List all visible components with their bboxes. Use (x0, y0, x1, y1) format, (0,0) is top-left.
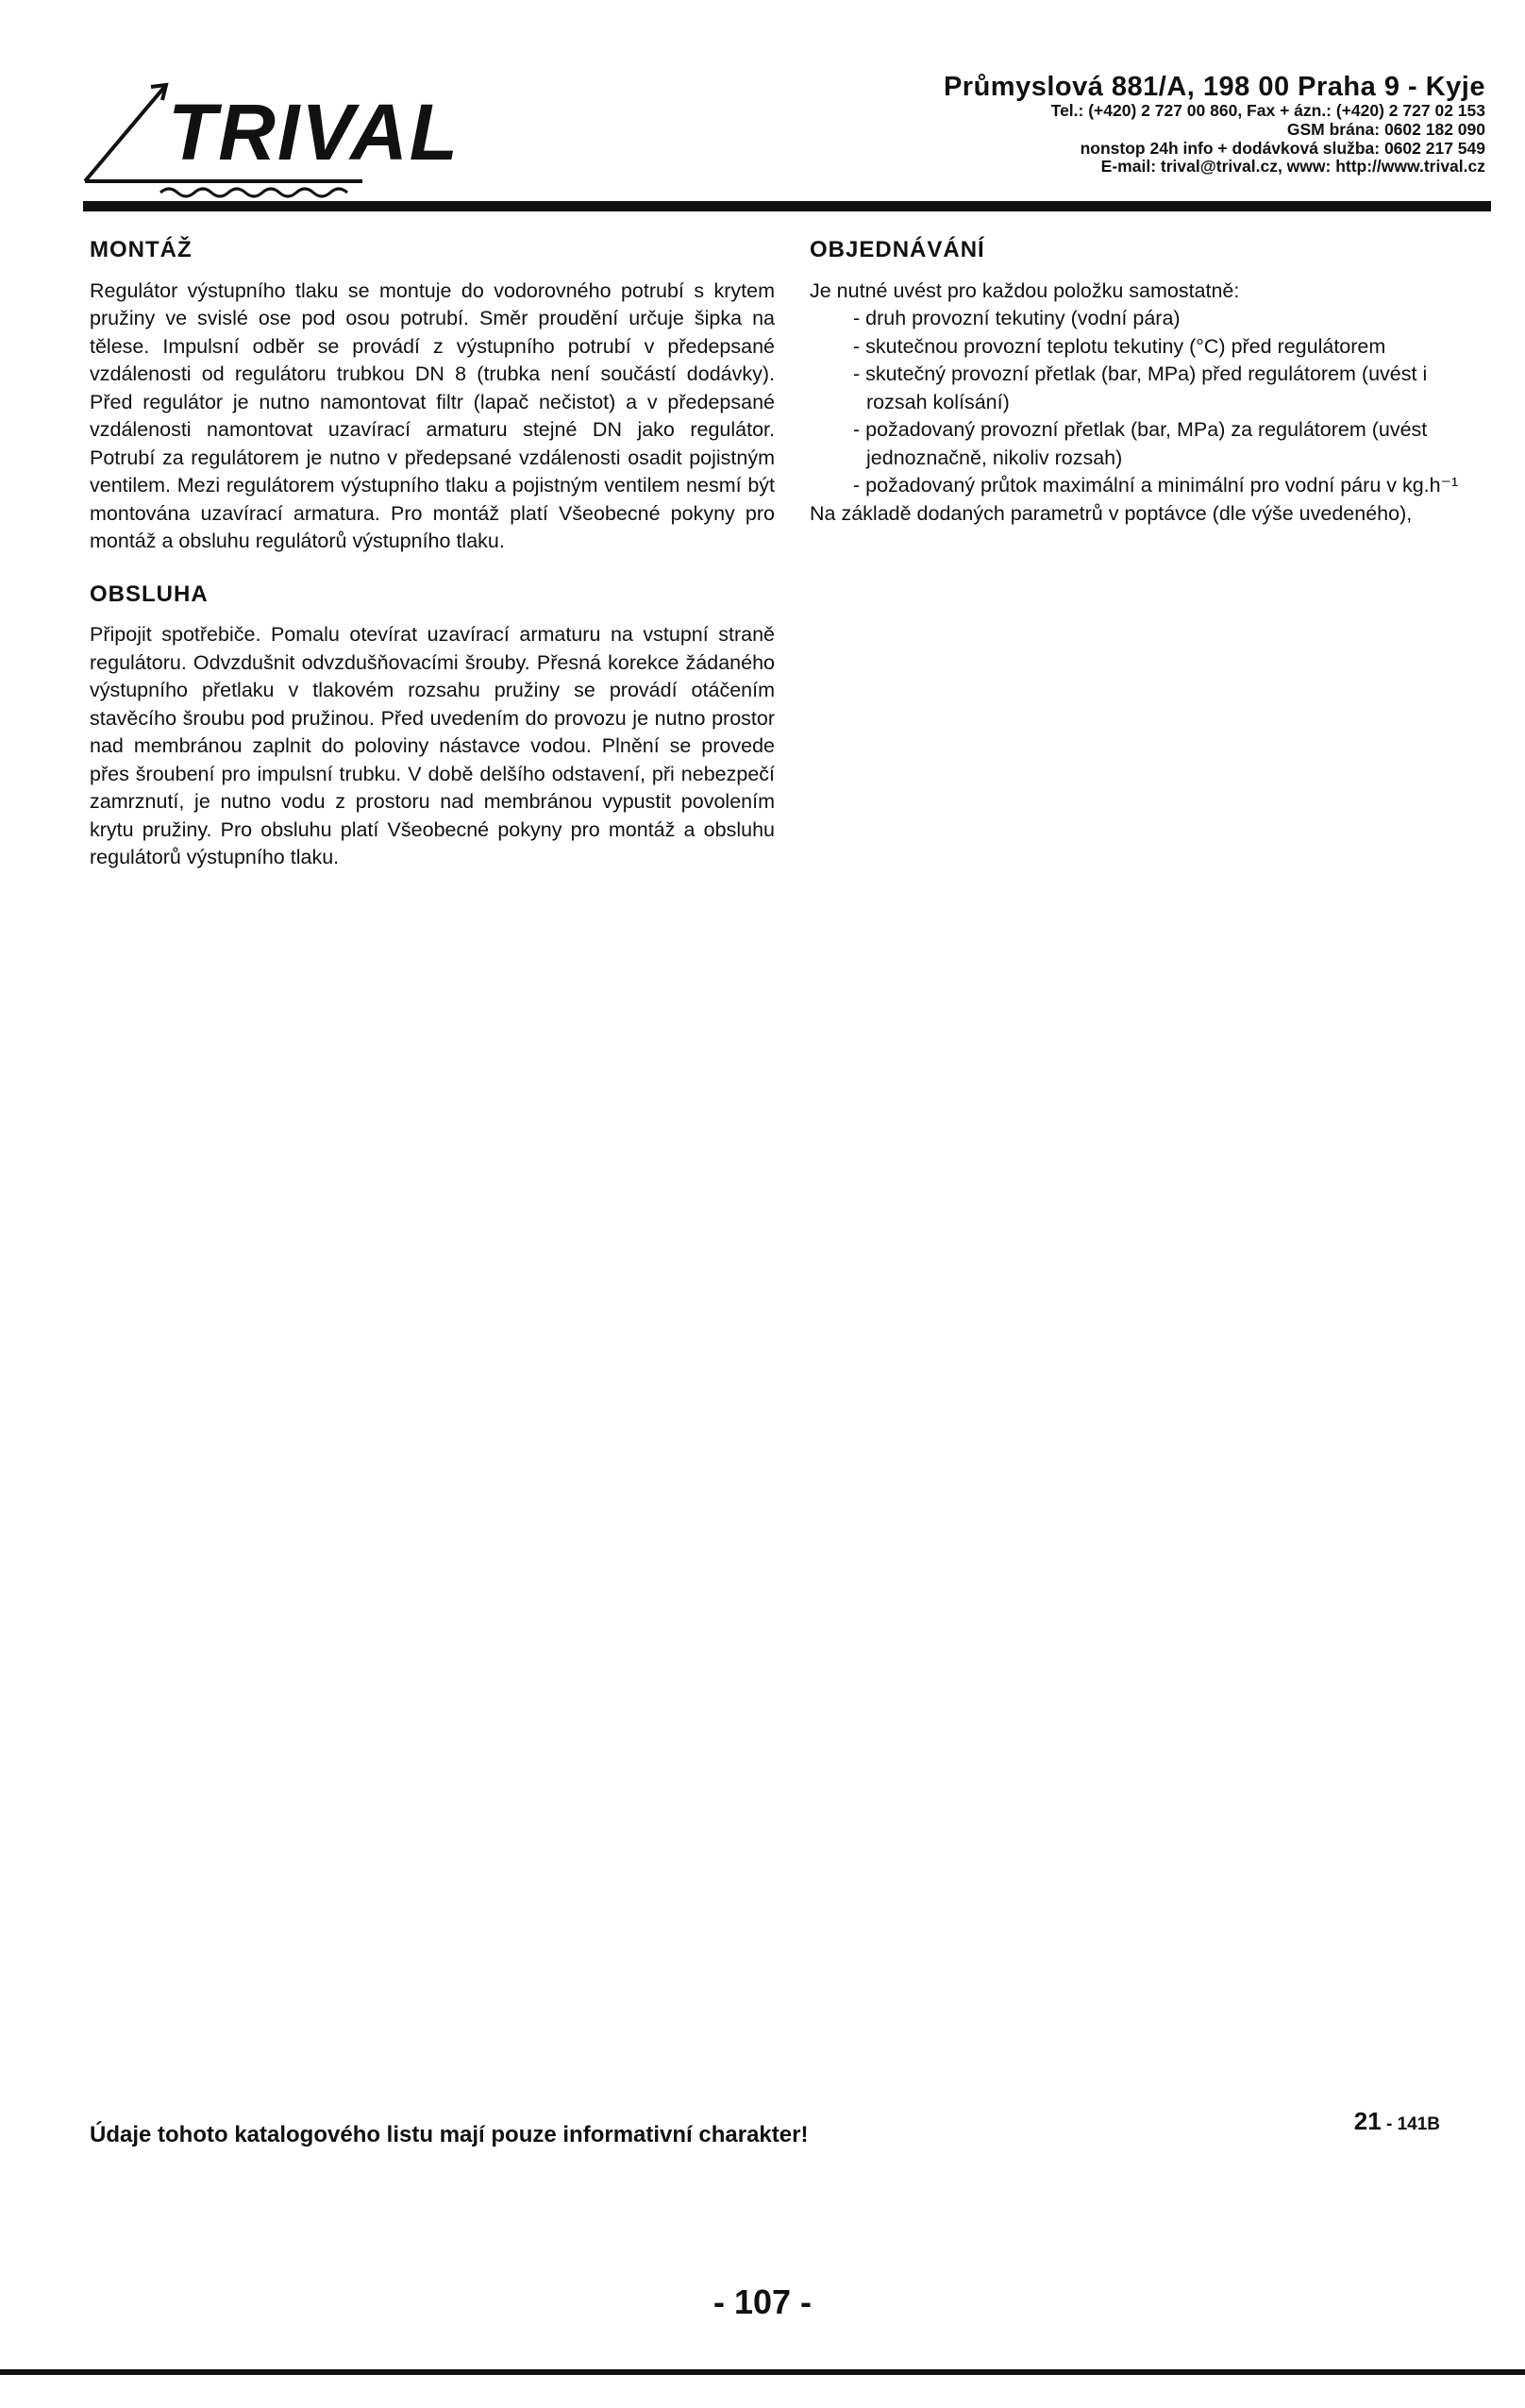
footer-divider (0, 2369, 1525, 2375)
trival-logo (83, 68, 461, 210)
obsluha-text: Připojit spotřebiče. Pomalu otevírat uzavírací armaturu na vstupní straně regulátoru. Odvzdušnit odvzdušňovacími šrouby. Přesná korekce žádaného výstupního přetlaku v tlakovém rozsahu pružiny se provádí otáčením stavěcího šroubu pod pružinou. Před uvedením do provozu je nutno prostor nad membránou zaplnit do poloviny nástavce vodou. Plnění se provede přes šroubení pro impulsní trubku. V době delšího odstavení, při nebezpečí zamrznutí, je nutno vodu z prostoru nad membránou vypustit povolením krytu pružiny. Pro obsluhu platí Všeobecné pokyny pro montáž a obsluhu regulátorů výstupního tlaku. (90, 623, 775, 868)
catalog-number-suffix: - 141B (1381, 2114, 1440, 2134)
nonstop-service: nonstop 24h info + dodávková služba: 0602 217 549 (1080, 138, 1485, 158)
email-web: E-mail: trival@trival.cz, www: http://www.trival.cz (1100, 157, 1485, 177)
order-requirements-list (810, 305, 1489, 500)
logo-text: TRIVAL (168, 88, 461, 177)
objednavani-intro: Je nutné uvést pro každou položku samostatně: (810, 278, 1240, 302)
montaz-text: Regulátor výstupního tlaku se montuje do vodorovného potrubí s krytem pružiny ve svislé ose pod osou potrubí. Směr proudění určuje šipka na tělese. Impulsní odběr se provádí z výstupního potrubí v předepsané vzdálenosti od regulátoru trubkou DN 8 (trubka není součástí dodávky). Před regulátor je nutno namontovat filtr (lapač nečistot) a v předepsané vzdálenosti namontovat uzavírací armaturu stejné DN jako regulátor. Potrubí za regulátorem je nutno v předepsané vzdálenosti osadit pojistným ventilem. Mezi regulátorem výstupního tlaku a pojistným ventilem nesmí být montována uzavírací armatura. Pro montáž platí Všeobecné pokyny pro montáž a obsluhu regulátorů výstupního tlaku. (90, 278, 775, 552)
list-item: - požadovaný průtok maximální a minimální pro vodní páru v kg.h⁻¹ (853, 474, 1459, 497)
montaz-heading: MONTÁŽ (90, 237, 193, 262)
list-item: - skutečný provozní přetlak (bar, MPa) před regulátorem (uvést i rozsah kolísání) (853, 362, 1428, 413)
header-divider (83, 201, 1491, 211)
objednavani-heading: OBJEDNÁVÁNÍ (810, 237, 985, 262)
page-number: - 107 - (712, 2282, 813, 2321)
list-item: - požadovaný provozní přetlak (bar, MPa) za regulátorem (uvést jednoznačně, nikoliv rozsah) (853, 418, 1428, 469)
gsm-gateway: GSM brána: 0602 182 090 (1286, 120, 1485, 140)
list-item: - skutečnou provozní teplotu tekutiny (°C) před regulátorem (853, 334, 1386, 358)
obsluha-heading: OBSLUHA (90, 581, 209, 607)
objednavani-outro: Na základě dodaných parametrů v poptávce (dle výše uvedeného), (810, 501, 1413, 525)
left-column (90, 236, 775, 872)
contact-info (944, 72, 1485, 177)
right-column (810, 236, 1489, 528)
company-address: Průmyslová 881/A, 198 00 Praha 9 - Kyje (943, 72, 1485, 102)
catalog-number-main: 21 (1353, 2107, 1382, 2135)
disclaimer-note: Údaje tohoto katalogového listu mají pouze informativní charakter! (90, 2122, 809, 2147)
catalog-number (1354, 2107, 1440, 2136)
list-item: - druh provozní tekutiny (vodní pára) (853, 307, 1181, 329)
phone-fax: Tel.: (+420) 2 727 00 860, Fax + ázn.: (+420) 2 727 02 153 (1050, 101, 1485, 121)
